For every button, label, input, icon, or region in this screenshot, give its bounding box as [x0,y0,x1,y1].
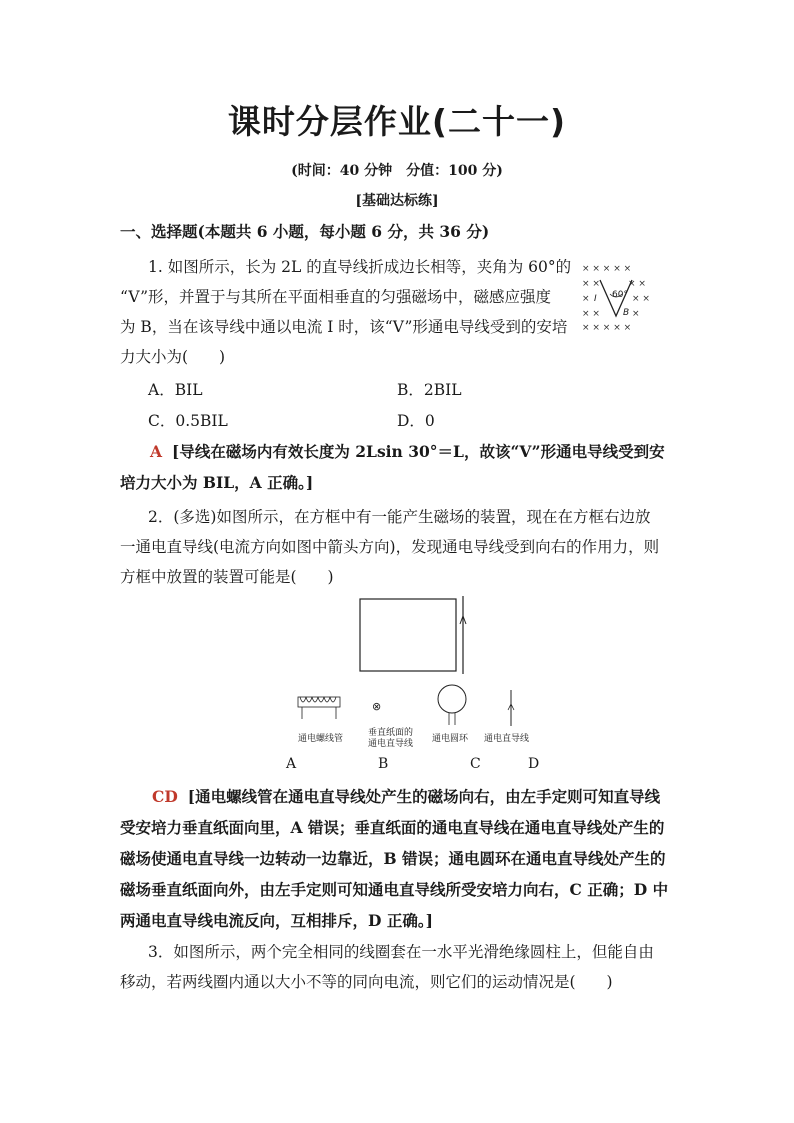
q1-answer-letter: A [150,442,163,461]
q1-option-a: A．BIL [148,381,203,399]
svg-text:× ×: × × [582,279,600,289]
q1-line-4: 力大小为( ) [120,348,226,366]
q2-answer-line-5: 两通电直导线电流反向，互相排斥，D 正确。] [120,911,433,930]
caption-b: B [378,756,389,772]
q1-line-1: 1. 如图所示，长为 2L 的直导线折成边长相等，夹角为 60°的 [148,258,572,276]
q2-answer-line-1 [152,785,660,807]
svg-text:× ×: × × [582,309,600,319]
field-label: B [623,308,630,318]
page-title: 课时分层作业(二十一) [227,102,567,141]
time-score-info: (时间：40 分钟 分值：100 分) [291,163,503,179]
q2-line-3: 方框中放置的装置可能是( ) [120,568,334,586]
q1-option-b: B．2BIL [397,381,462,399]
q1-answer-text-1: [导线在磁场内有效长度为 2Lsin 30°＝L，故该“V”形通电导线受到安 [172,442,665,461]
q1-option-c: C．0.5BIL [148,412,228,430]
perpendicular-wire-icon: ⊗ [372,700,382,713]
caption-a: A [286,756,297,772]
q2-answer-text-1: [通电螺线管在通电直导线处产生的磁场向右，由左手定则可知直导线 [187,787,661,806]
svg-text:× ×: × × [632,294,650,304]
q1-answer-line-1 [150,440,665,462]
q2-answer-line-3: 磁场使通电直导线一边转动一边靠近，B 错误；通电圆环在通电直导线处产生的 [120,849,666,868]
q1-answer-line-2: 培力大小为 BIL，A 正确。] [120,473,314,492]
q2-line-2: 一通电直导线(电流方向如图中箭头方向)，发现通电导线受到向右的作用力，则 [120,538,660,556]
svg-text:× × × × ×: × × × × × [582,323,632,330]
q2-line-1: 2．(多选)如图所示，在方框中有一能产生磁场的装置，现在在方框右边放 [148,508,651,526]
caption-c: C [470,756,481,772]
q1-figure [580,258,652,330]
label-straight-wire: 通电直导线 [484,734,530,744]
q3-line-1: 3．如图所示，两个完全相同的线圈套在一水平光滑绝缘圆柱上，但能自由 [148,943,654,961]
q3-line-2: 移动，若两线圈内通以大小不等的同向电流，则它们的运动情况是( ) [120,973,613,991]
svg-text:× ×: × × [628,279,646,289]
straight-wire-icon [503,688,519,728]
section-heading: [基础达标练] [355,193,439,209]
q2-answer-line-2: 受安培力垂直纸面向里，A 错误；垂直纸面的通电直导线在通电直导线处产生的 [120,818,665,837]
q1-line-2: “V”形，并置于与其所在平面相垂直的匀强磁场中，磁感应强度 [120,288,552,306]
label-perp-wire-2: 通电直导线 [368,739,414,749]
label-perp-wire-1: 垂直纸面的 [368,728,414,738]
q1-line-3: 为 B，当在该导线中通以电流 I 时，该“V”形通电导线受到的安培 [120,318,568,336]
svg-text:×: × [582,294,590,304]
part-heading: 一、选择题(本题共 6 小题，每小题 6 分，共 36 分) [120,222,490,241]
current-ring-icon [432,683,472,727]
q1-option-d: D．0 [397,412,435,430]
svg-text:×: × [632,309,640,319]
angle-label: 60° [612,290,628,300]
q2-answer-letter: CD [152,787,178,806]
q2-answer-line-4: 磁场垂直纸面向外，由左手定则可知通电直导线所受安培力向右，C 正确；D 中 [120,880,669,899]
solenoid-icon [290,685,350,725]
caption-d: D [528,756,540,772]
label-ring: 通电圆环 [432,734,469,744]
svg-text:× × × × ×: × × × × × [582,264,632,274]
label-solenoid: 通电螺线管 [298,734,344,744]
q2-box-diagram [355,594,475,676]
current-label: I [594,294,597,304]
